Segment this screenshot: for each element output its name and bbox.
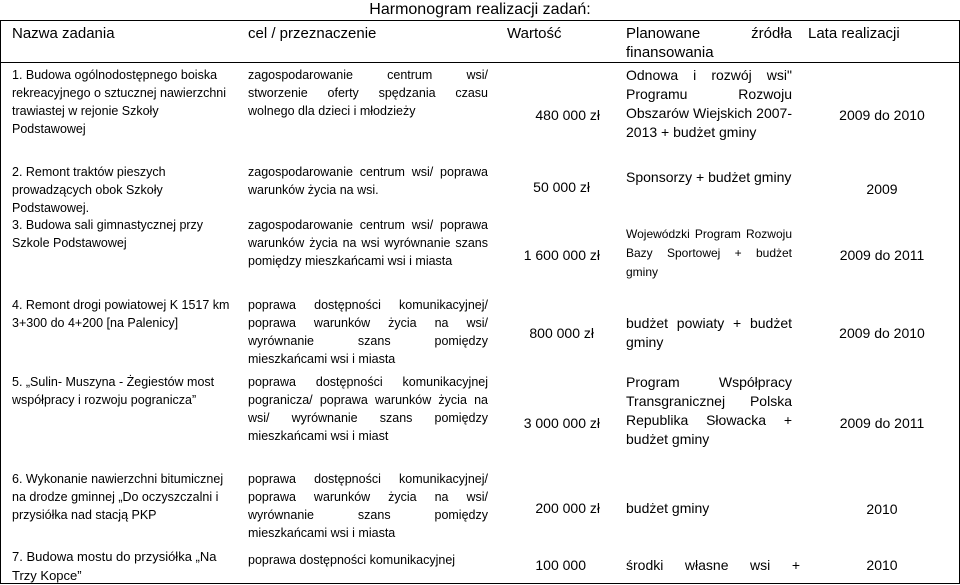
table-row-7-years: 2010 [866,557,898,573]
table-row-3-value: 1 600 000 zł [523,247,600,263]
table-row-6-purpose: poprawa dostępności komunikacyjnej/ poprawa warunków życia na wsi/ wyrównanie szans pomiędzy mieszkańcami wsi i miasta [248,472,488,540]
table-row-2-years: 2009 [866,181,898,197]
table-row-3-purpose: zagospodarowanie centrum wsi/ poprawa warunków życia na wsi wyrównanie szans pomiędzy mieszkańcami wsi i miasta [248,218,488,268]
table-row-4-value: 800 000 zł [529,325,594,341]
table-row-5-task: 5. „Sulin- Muszyna - Żegiestów most współpracy i rozwoju pogranicza” [12,375,215,407]
table-top-border [0,20,960,21]
header-value: Wartość [507,25,562,42]
header-sources: Planowane źródła [626,25,792,42]
table-row-1-years: 2009 do 2010 [839,107,925,123]
table-row-6-years: 2010 [866,501,898,517]
table-row-4-years: 2009 do 2010 [839,325,925,341]
table-row-5-value: 3 000 000 zł [523,415,600,431]
table-row-7-value: 100 000 [535,557,586,573]
table-row-7-sources: środki własne wsi + [626,557,800,573]
header-purpose: cel / przeznaczenie [248,25,377,42]
table-row-5-years: 2009 do 2011 [839,415,925,431]
table-row-6-task: 6. Wykonanie nawierzchni bitumicznej na drodze gminnej „Do oczyszczalni i przysiółka nad stacją PKP [12,472,224,522]
header-sources-cont: finansowania [626,44,714,61]
table-row-7-task: 7. Budowa mostu do przysiółka „Na Trzy Kopce” [12,549,217,583]
table-row-5-sources: Program Współpracy Transgranicznej Polska Republika Słowacka + budżet gminy [626,374,792,447]
table-row-4-sources: budżet powiaty + budżet gminy [626,315,792,350]
table-row-1-value: 480 000 zł [535,107,600,123]
table-row-7-purpose: poprawa dostępności komunikacyjnej [248,553,456,567]
table-row-6-sources: budżet gminy [626,500,710,516]
table-row-1-purpose: zagospodarowanie centrum wsi/ stworzenie oferty spędzania czasu wolnego dla dzieci i młodzieży [248,68,488,118]
table-row-5-purpose: poprawa dostępności komunikacyjnej pogranicza/ poprawa warunków życia na wsi/ wyrównanie szans pomiędzy mieszkańcami wsi i miast [248,375,488,443]
table-row-3-sources: Wojewódzki Program Rozwoju Bazy Sportowej + budżet gminy [626,227,792,279]
table-row-2-value: 50 000 zł [533,179,590,195]
table-row-1-task: 1. Budowa ogólnodostępnego boiska rekreacyjnego o sztucznej nawierzchni trawiastej w rejonie Szkoły Podstawowej [12,68,226,136]
table-row-2-purpose: zagospodarowanie centrum wsi/ poprawa warunków życia na wsi. [248,165,488,197]
header-years: Lata realizacji [808,25,900,42]
table-row-4-purpose: poprawa dostępności komunikacyjnej/ poprawa warunków życia na wsi/ wyrównanie szans pomiędzy mieszkańcami wsi i miasta [248,298,488,366]
table-row-2-sources: Sponsorzy + budżet gminy [626,169,792,185]
table-row-6-value: 200 000 zł [535,500,600,516]
table-row-3-years: 2009 do 2011 [839,247,925,263]
table-row-3-task: 3. Budowa sali gimnastycznej przy Szkole Podstawowej [12,218,204,250]
document-title: Harmonogram realizacji zadań: [369,1,591,18]
table-left-border [0,20,1,584]
table-row-2-task: 2. Remont traktów pieszych prowadzących obok Szkoły Podstawowej. [12,165,166,215]
table-row-4-task: 4. Remont drogi powiatowej K 1517 km 3+300 do 4+200 [na Palenicy] [12,298,230,330]
header-task: Nazwa zadania [12,25,115,42]
header-bottom-border [0,62,960,63]
table-row-1-sources: Odnowa i rozwój wsi" Programu Rozwoju Obszarów Wiejskich 2007-2013 + budżet gminy [626,67,792,140]
